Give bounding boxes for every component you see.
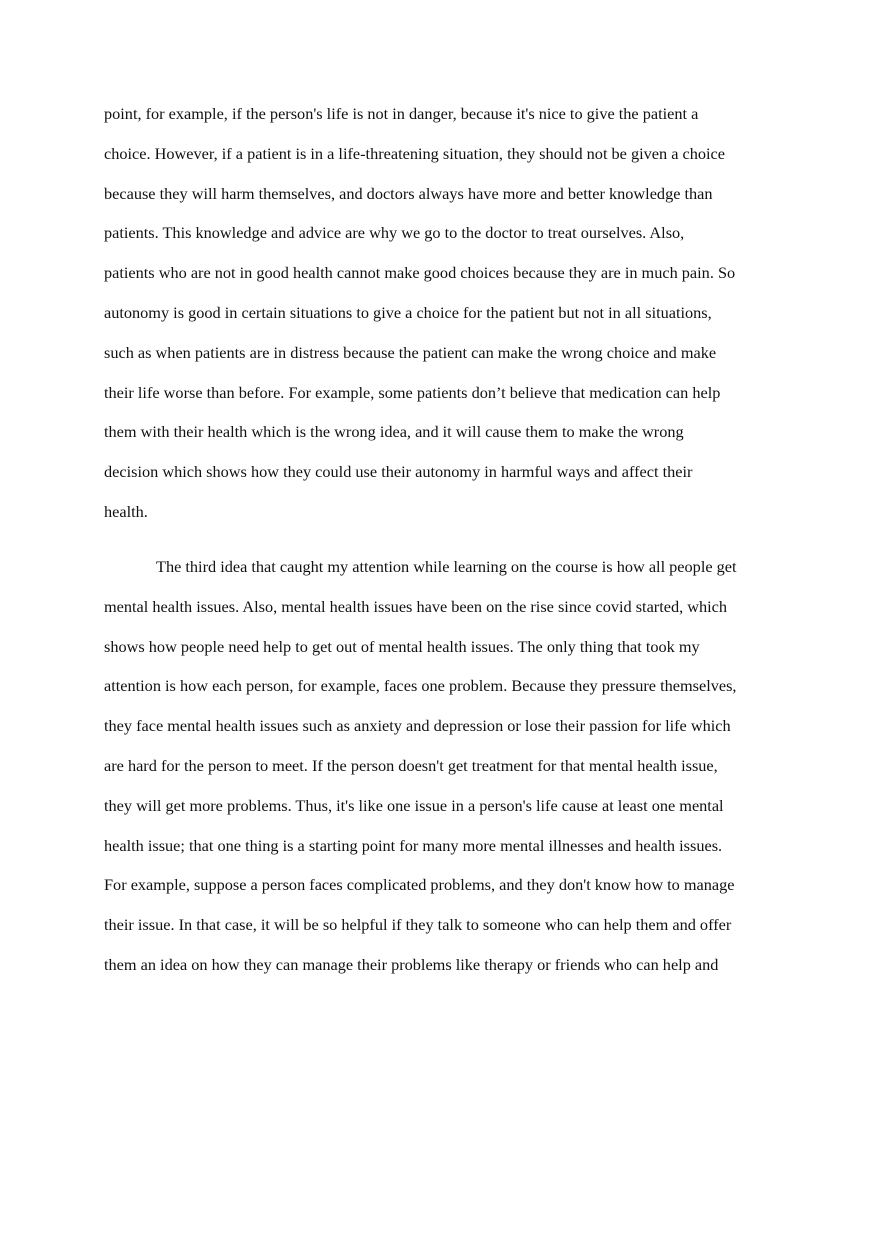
text-line: because they will harm themselves, and doctors always have more and better knowledge than — [104, 183, 713, 203]
paragraph-mental-health — [104, 547, 784, 985]
text-line: health issue; that one thing is a starting point for many more mental illnesses and health issues. — [104, 835, 723, 855]
text-line: their life worse than before. For example, some patients don’t believe that medication can help — [104, 382, 721, 402]
text-line: such as when patients are in distress because the patient can make the wrong choice and make — [104, 342, 717, 362]
text-line: them an idea on how they can manage their problems like therapy or friends who can help and — [104, 954, 719, 974]
text-line-indented: The third idea that caught my attention while learning on the course is how all people get — [156, 557, 737, 576]
text-line: shows how people need help to get out of mental health issues. The only thing that took my — [104, 636, 700, 656]
text-line: choice. However, if a patient is in a life-threatening situation, they should not be given a choice — [104, 143, 726, 163]
text-line: patients who are not in good health cannot make good choices because they are in much pain. So — [104, 263, 736, 283]
text-line: mental health issues. Also, mental health issues have been on the rise since covid started, which — [104, 596, 728, 616]
text-line: health. — [104, 501, 148, 521]
text-line: are hard for the person to meet. If the person doesn't get treatment for that mental health issue, — [104, 755, 718, 775]
text-line: decision which shows how they could use their autonomy in harmful ways and affect their — [104, 462, 693, 482]
text-line: autonomy is good in certain situations to give a choice for the patient but not in all situations, — [104, 302, 712, 322]
text-line: For example, suppose a person faces complicated problems, and they don't know how to manage — [104, 875, 735, 895]
text-line: patients. This knowledge and advice are why we go to the doctor to treat ourselves. Also, — [104, 223, 685, 243]
paragraph-autonomy — [104, 94, 784, 532]
text-line: attention is how each person, for example, faces one problem. Because they pressure themselves, — [104, 676, 737, 696]
text-line: them with their health which is the wrong idea, and it will cause them to make the wrong — [104, 422, 684, 442]
text-line: they face mental health issues such as anxiety and depression or lose their passion for life which — [104, 716, 731, 736]
text-line: their issue. In that case, it will be so helpful if they talk to someone who can help them and offer — [104, 915, 732, 935]
text-line: point, for example, if the person's life is not in danger, because it's nice to give the patient a — [104, 104, 699, 123]
text-line: they will get more problems. Thus, it's like one issue in a person's life cause at least one mental — [104, 795, 724, 815]
